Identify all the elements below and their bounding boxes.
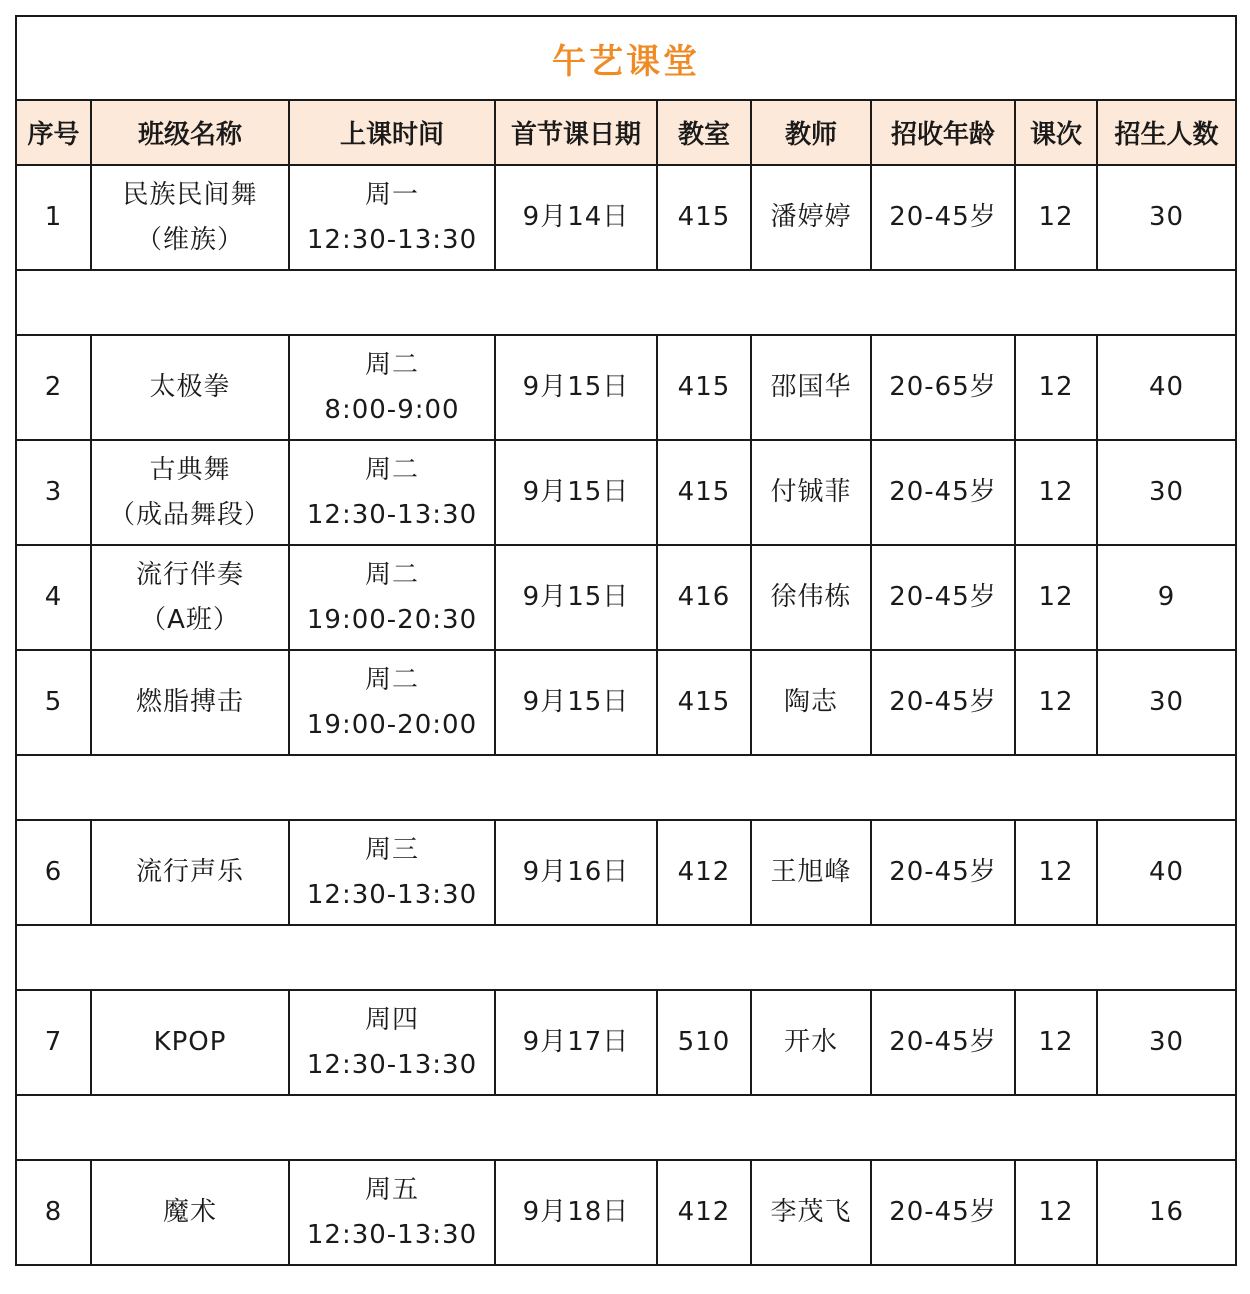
class-name-line1: 燃脂搏击 [135, 687, 244, 717]
cell-first-date: 9月15日 [495, 440, 657, 545]
cell-room: 415 [657, 650, 751, 755]
cell-class-name [91, 440, 289, 545]
cell-teacher: 邵国华 [751, 335, 871, 440]
cell-teacher: 开水 [751, 990, 871, 1095]
table-row [16, 990, 1236, 1095]
cell-age: 20-45岁 [871, 165, 1015, 270]
cell-capacity: 30 [1097, 650, 1236, 755]
title-row [16, 16, 1236, 100]
table-title: 午艺课堂 [16, 16, 1236, 100]
cell-capacity: 16 [1097, 1160, 1236, 1265]
cell-room: 412 [657, 820, 751, 925]
class-time-range: 8:00-9:00 [324, 394, 460, 425]
class-day: 周五 [364, 1174, 419, 1205]
cell-no: 8 [16, 1160, 91, 1265]
cell-teacher: 潘婷婷 [751, 165, 871, 270]
class-time-range: 12:30-13:30 [306, 499, 478, 530]
cell-room: 510 [657, 990, 751, 1095]
class-time-range: 12:30-13:30 [306, 1049, 478, 1080]
cell-age: 20-45岁 [871, 1160, 1015, 1265]
class-time-range: 12:30-13:30 [306, 224, 478, 255]
class-day: 周二 [364, 349, 419, 380]
class-day: 周二 [364, 664, 419, 695]
class-day: 周一 [364, 179, 419, 210]
spacer-row [16, 1095, 1236, 1160]
header-class-name: 班级名称 [91, 100, 289, 165]
cell-sessions: 12 [1015, 335, 1097, 440]
header-no: 序号 [16, 100, 91, 165]
cell-class-name [91, 1160, 289, 1265]
header-class-time: 上课时间 [289, 100, 495, 165]
cell-sessions: 12 [1015, 440, 1097, 545]
cell-class-time [289, 650, 495, 755]
table-row [16, 440, 1236, 545]
header-age: 招收年龄 [871, 100, 1015, 165]
spacer-cell [16, 270, 1236, 335]
schedule-table [15, 15, 1237, 1266]
class-name-line1: 流行声乐 [135, 857, 244, 887]
cell-age: 20-45岁 [871, 820, 1015, 925]
cell-age: 20-65岁 [871, 335, 1015, 440]
cell-sessions: 12 [1015, 1160, 1097, 1265]
cell-no: 2 [16, 335, 91, 440]
class-name-line1: 流行伴奏 [135, 559, 244, 590]
cell-first-date: 9月18日 [495, 1160, 657, 1265]
cell-first-date: 9月15日 [495, 545, 657, 650]
cell-class-name [91, 165, 289, 270]
class-name-line1: KPOP [153, 1027, 227, 1057]
cell-class-name [91, 335, 289, 440]
schedule-container [15, 15, 1235, 1266]
cell-class-name [91, 650, 289, 755]
class-name-line1: 古典舞 [149, 454, 231, 485]
class-name-line2: （成品舞段） [108, 499, 271, 530]
spacer-cell [16, 925, 1236, 990]
table-row [16, 820, 1236, 925]
cell-teacher: 李茂飞 [751, 1160, 871, 1265]
cell-no: 5 [16, 650, 91, 755]
cell-capacity: 30 [1097, 990, 1236, 1095]
cell-sessions: 12 [1015, 650, 1097, 755]
cell-no: 6 [16, 820, 91, 925]
cell-teacher: 徐伟栋 [751, 545, 871, 650]
cell-capacity: 40 [1097, 335, 1236, 440]
cell-first-date: 9月16日 [495, 820, 657, 925]
header-capacity: 招生人数 [1097, 100, 1236, 165]
cell-room: 415 [657, 165, 751, 270]
cell-class-time [289, 990, 495, 1095]
header-first-date: 首节课日期 [495, 100, 657, 165]
cell-class-time [289, 440, 495, 545]
table-row [16, 545, 1236, 650]
cell-first-date: 9月17日 [495, 990, 657, 1095]
cell-sessions: 12 [1015, 165, 1097, 270]
spacer-row [16, 925, 1236, 990]
class-name-line2: （维族） [135, 224, 244, 255]
cell-class-name [91, 820, 289, 925]
header-teacher: 教师 [751, 100, 871, 165]
class-time-range: 12:30-13:30 [306, 879, 478, 910]
cell-sessions: 12 [1015, 990, 1097, 1095]
cell-class-name [91, 990, 289, 1095]
cell-teacher: 付铖菲 [751, 440, 871, 545]
table-row [16, 165, 1236, 270]
cell-teacher: 王旭峰 [751, 820, 871, 925]
cell-sessions: 12 [1015, 820, 1097, 925]
spacer-cell [16, 1095, 1236, 1160]
cell-class-time [289, 165, 495, 270]
cell-capacity: 30 [1097, 165, 1236, 270]
cell-class-time [289, 545, 495, 650]
class-name-line1: 魔术 [162, 1197, 217, 1227]
cell-class-name [91, 545, 289, 650]
cell-age: 20-45岁 [871, 545, 1015, 650]
class-day: 周三 [364, 834, 419, 865]
cell-age: 20-45岁 [871, 990, 1015, 1095]
cell-sessions: 12 [1015, 545, 1097, 650]
cell-room: 415 [657, 335, 751, 440]
class-time-range: 12:30-13:30 [306, 1219, 478, 1250]
cell-capacity: 9 [1097, 545, 1236, 650]
table-row [16, 1160, 1236, 1265]
header-sessions: 课次 [1015, 100, 1097, 165]
cell-class-time [289, 1160, 495, 1265]
header-room: 教室 [657, 100, 751, 165]
class-time-range: 19:00-20:00 [306, 709, 478, 740]
class-day: 周四 [364, 1004, 419, 1035]
table-row [16, 650, 1236, 755]
cell-first-date: 9月15日 [495, 650, 657, 755]
cell-class-time [289, 335, 495, 440]
header-row [16, 100, 1236, 165]
cell-age: 20-45岁 [871, 650, 1015, 755]
cell-no: 3 [16, 440, 91, 545]
cell-capacity: 30 [1097, 440, 1236, 545]
table-row [16, 335, 1236, 440]
class-name-line2: （A班） [140, 604, 240, 635]
cell-age: 20-45岁 [871, 440, 1015, 545]
cell-no: 4 [16, 545, 91, 650]
cell-no: 7 [16, 990, 91, 1095]
cell-first-date: 9月15日 [495, 335, 657, 440]
class-name-line1: 民族民间舞 [122, 179, 258, 210]
class-day: 周二 [364, 454, 419, 485]
cell-room: 412 [657, 1160, 751, 1265]
spacer-row [16, 270, 1236, 335]
spacer-cell [16, 755, 1236, 820]
spacer-row [16, 755, 1236, 820]
cell-class-time [289, 820, 495, 925]
cell-room: 416 [657, 545, 751, 650]
cell-room: 415 [657, 440, 751, 545]
cell-capacity: 40 [1097, 820, 1236, 925]
class-name-line1: 太极拳 [149, 372, 231, 402]
cell-teacher: 陶志 [751, 650, 871, 755]
class-day: 周二 [364, 559, 419, 590]
cell-first-date: 9月14日 [495, 165, 657, 270]
class-time-range: 19:00-20:30 [306, 604, 478, 635]
cell-no: 1 [16, 165, 91, 270]
